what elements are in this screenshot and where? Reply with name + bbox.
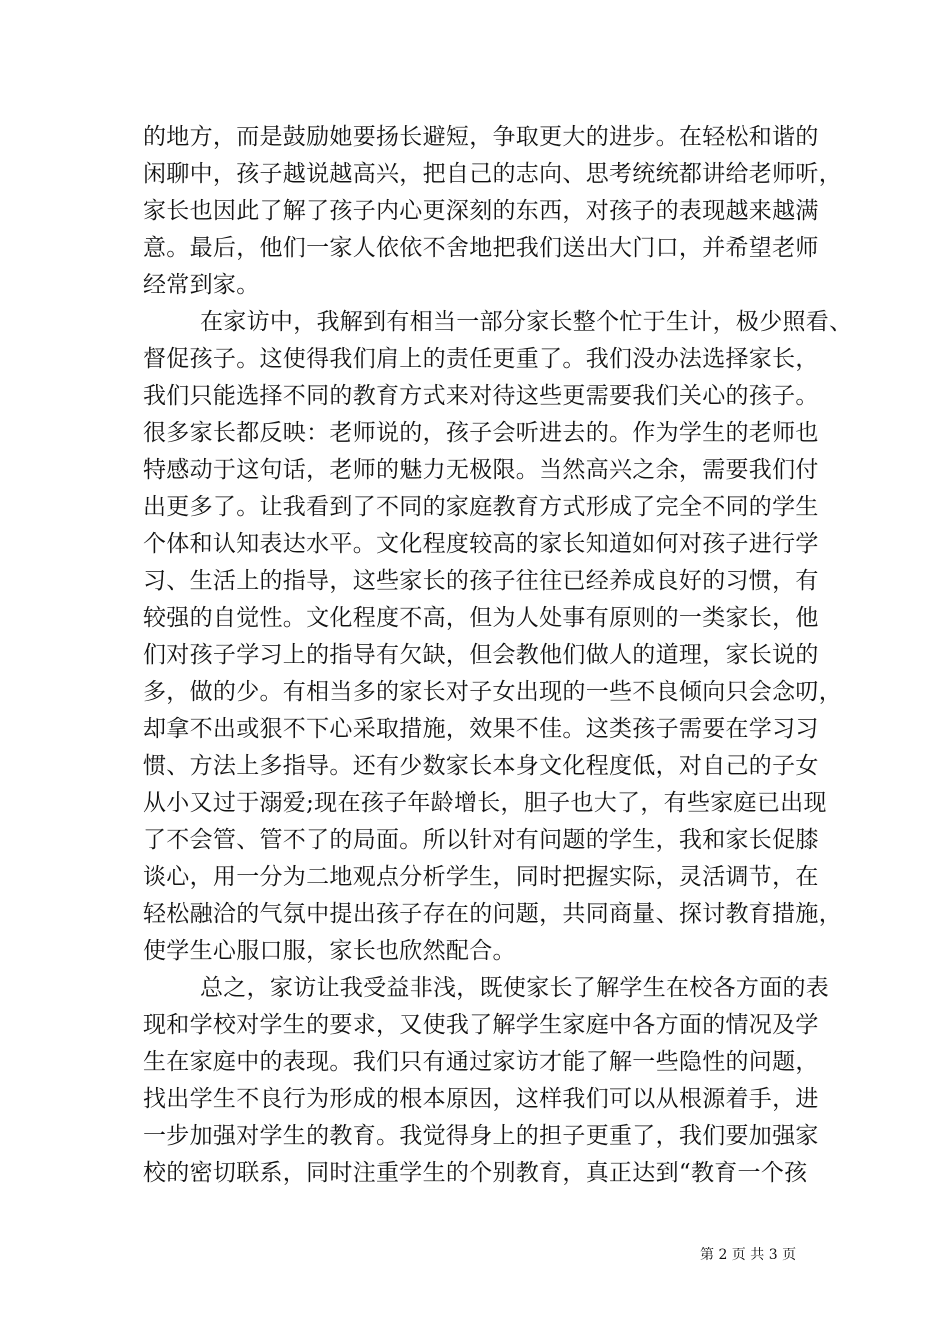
paragraph-2-line-2: 督促孩子。这使得我们肩上的责任更重了。我们没办法选择家长， (143, 346, 819, 372)
paragraph-3-line-5: 一步加强对学生的教育。我觉得身上的担子更重了，我们要加强家 (143, 1123, 819, 1149)
paragraph-2-line-10: 们对孩子学习上的指导有欠缺，但会教他们做人的道理，家长说的 (143, 642, 819, 668)
paragraph-1-line-5: 经常到家。 (143, 272, 260, 298)
paragraph-1-line-2: 闲聊中，孩子越说越高兴，把自己的志向、思考统统都讲给老师听， (143, 161, 842, 187)
paragraph-2-line-15: 了不会管、管不了的局面。所以针对有问题的学生，我和家长促膝 (143, 827, 819, 853)
paragraph-1-line-3: 家长也因此了解了孩子内心更深刻的东西，对孩子的表现越来越满 (143, 198, 819, 224)
paragraph-3-line-2: 现和学校对学生的要求，又使我了解学生家庭中各方面的情况及学 (143, 1012, 819, 1038)
paragraph-2-line-4: 很多家长都反映：老师说的，孩子会听进去的。作为学生的老师也 (143, 420, 819, 446)
paragraph-2-line-16: 谈心，用一分为二地观点分析学生，同时把握实际，灵活调节，在 (143, 864, 819, 890)
paragraph-2-line-6: 出更多了。让我看到了不同的家庭教育方式形成了完全不同的学生 (143, 494, 819, 520)
paragraph-2-line-13: 惯、方法上多指导。还有少数家长本身文化程度低，对自己的子女 (143, 753, 819, 779)
paragraph-2-line-14: 从小又过于溺爱;现在孩子年龄增长，胆子也大了，有些家庭已出现 (143, 790, 827, 816)
page-number-footer: 第 2 页 共 3 页 (700, 1247, 797, 1263)
paragraph-1-line-1: 的地方，而是鼓励她要扬长避短，争取更大的进步。在轻松和谐的 (143, 124, 819, 150)
paragraph-3-line-4: 找出学生不良行为形成的根本原因，这样我们可以从根源着手，进 (143, 1086, 819, 1112)
paragraph-2-line-1: 在家访中，我解到有相当一部分家长整个忙于生计，极少照看、 (200, 309, 853, 335)
paragraph-2-line-18: 使学生心服口服，家长也欣然配合。 (143, 938, 516, 964)
paragraph-2-line-3: 我们只能选择不同的教育方式来对待这些更需要我们关心的孩子。 (143, 383, 819, 409)
paragraph-3-line-1: 总之，家访让我受益非浅，既使家长了解学生在校各方面的表 (200, 975, 830, 1001)
paragraph-2-line-5: 特感动于这句话，老师的魅力无极限。当然高兴之余，需要我们付 (143, 457, 819, 483)
paragraph-2-line-17: 轻松融洽的气氛中提出孩子存在的问题，共同商量、探讨教育措施， (143, 901, 842, 927)
paragraph-2-line-9: 较强的自觉性。文化程度不高，但为人处事有原则的一类家长，他 (143, 605, 819, 631)
paragraph-3-line-3: 生在家庭中的表现。我们只有通过家访才能了解一些隐性的问题， (143, 1049, 819, 1075)
paragraph-2-line-7: 个体和认知表达水平。文化程度较高的家长知道如何对孩子进行学 (143, 531, 819, 557)
paragraph-2-line-8: 习、生活上的指导，这些家长的孩子往往已经养成良好的习惯，有 (143, 568, 819, 594)
paragraph-2-line-12: 却拿不出或狠不下心采取措施，效果不佳。这类孩子需要在学习习 (143, 716, 819, 742)
paragraph-2-line-11: 多，做的少。有相当多的家长对子女出现的一些不良倾向只会念叨， (143, 679, 842, 705)
paragraph-3-line-6: 校的密切联系，同时注重学生的个别教育，真正达到“教育一个孩 (143, 1160, 808, 1186)
paragraph-1-line-4: 意。最后，他们一家人依依不舍地把我们送出大门口，并希望老师 (143, 235, 819, 261)
